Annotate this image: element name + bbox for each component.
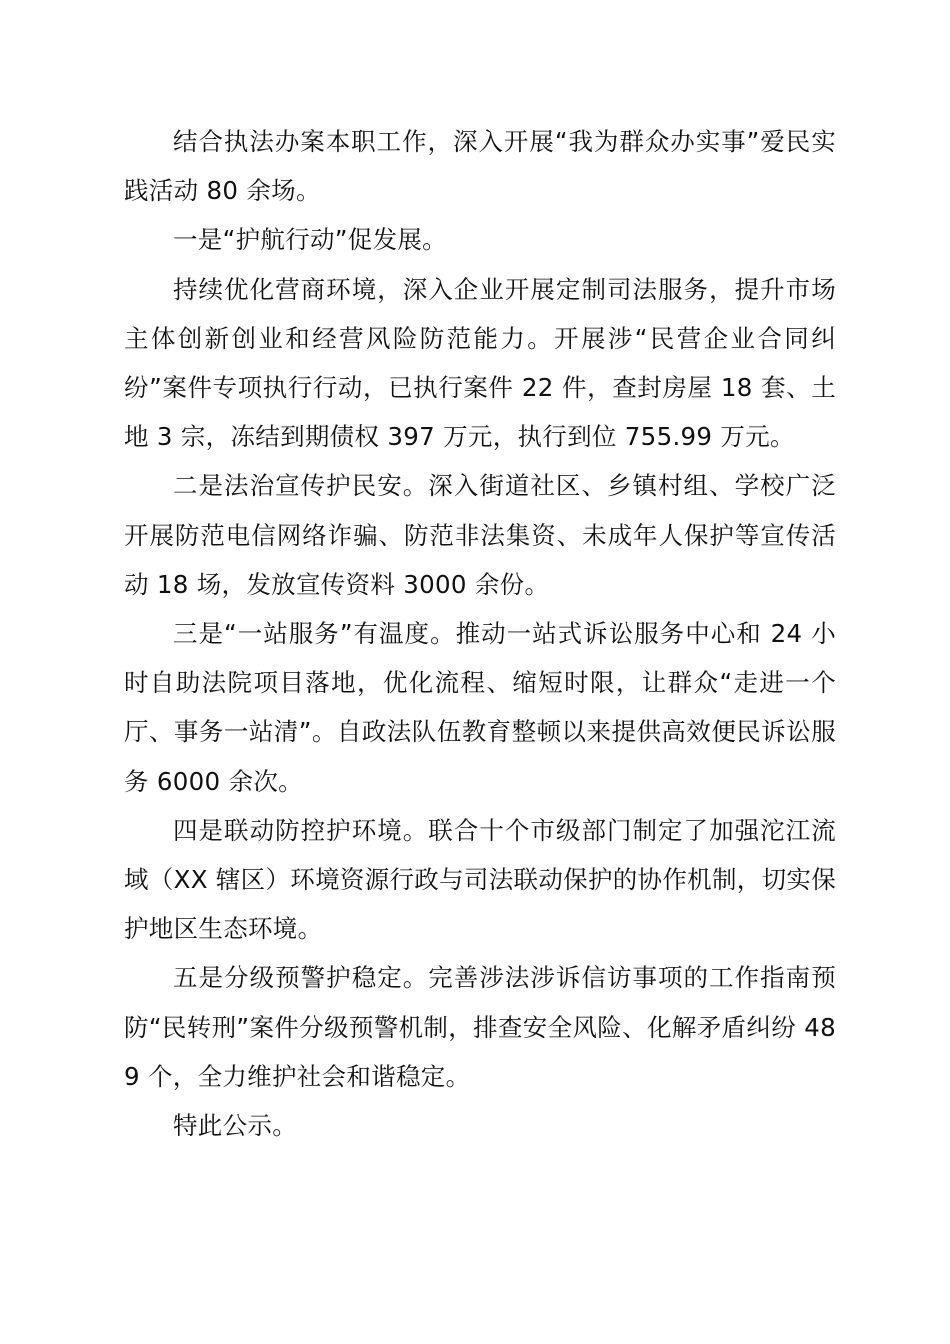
paragraph-intro: 结合执法办案本职工作，深入开展“我为群众办实事”爱民实践活动 80 余场。 [124, 127, 836, 206]
heading-escort-action: 一是“护航行动”促发展。 [173, 225, 447, 255]
paragraph-early-warning: 五是分级预警护稳定。完善涉法涉诉信访事项的工作指南预防“民转刑”案件分级预警机制，排查安全风险、化解矛盾纠纷 489 个，全力维护社会和谐稳定。 [124, 963, 836, 1091]
paragraph-business-environment: 持续优化营商环境，深入企业开展定制司法服务，提升市场主体创新创业和经营风险防范能力。开展涉“民营企业合同纠纷”案件专项执行行动，已执行案件 22 件，查封房屋 18 套、土地 3 宗，冻结到期债权 397 万元，执行到位 755.99 万元。 [124, 274, 836, 452]
document-body [124, 117, 836, 1150]
paragraph-one-stop-service: 三是“一站服务”有温度。推动一站式诉讼服务中心和 24 小时自助法院项目落地，优化流程、缩短时限，让群众“走进一个厅、事务一站清”。自政法队伍教育整顿以来提供高效便民诉讼服务 6000 余次。 [124, 619, 836, 796]
paragraph-legal-publicity: 二是法治宣传护民安。深入街道社区、乡镇村组、学校广泛开展防范电信网络诈骗、防范非法集资、未成年人保护等宣传活动 18 场，发放宣传资料 3000 余份。 [124, 471, 836, 599]
paragraph-environment-protection: 四是联动防控护环境。联合十个市级部门制定了加强沱江流域（XX 辖区）环境资源行政与司法联动保护的协作机制，切实保护地区生态环境。 [124, 815, 836, 944]
paragraph-closing: 特此公示。 [173, 1111, 297, 1141]
